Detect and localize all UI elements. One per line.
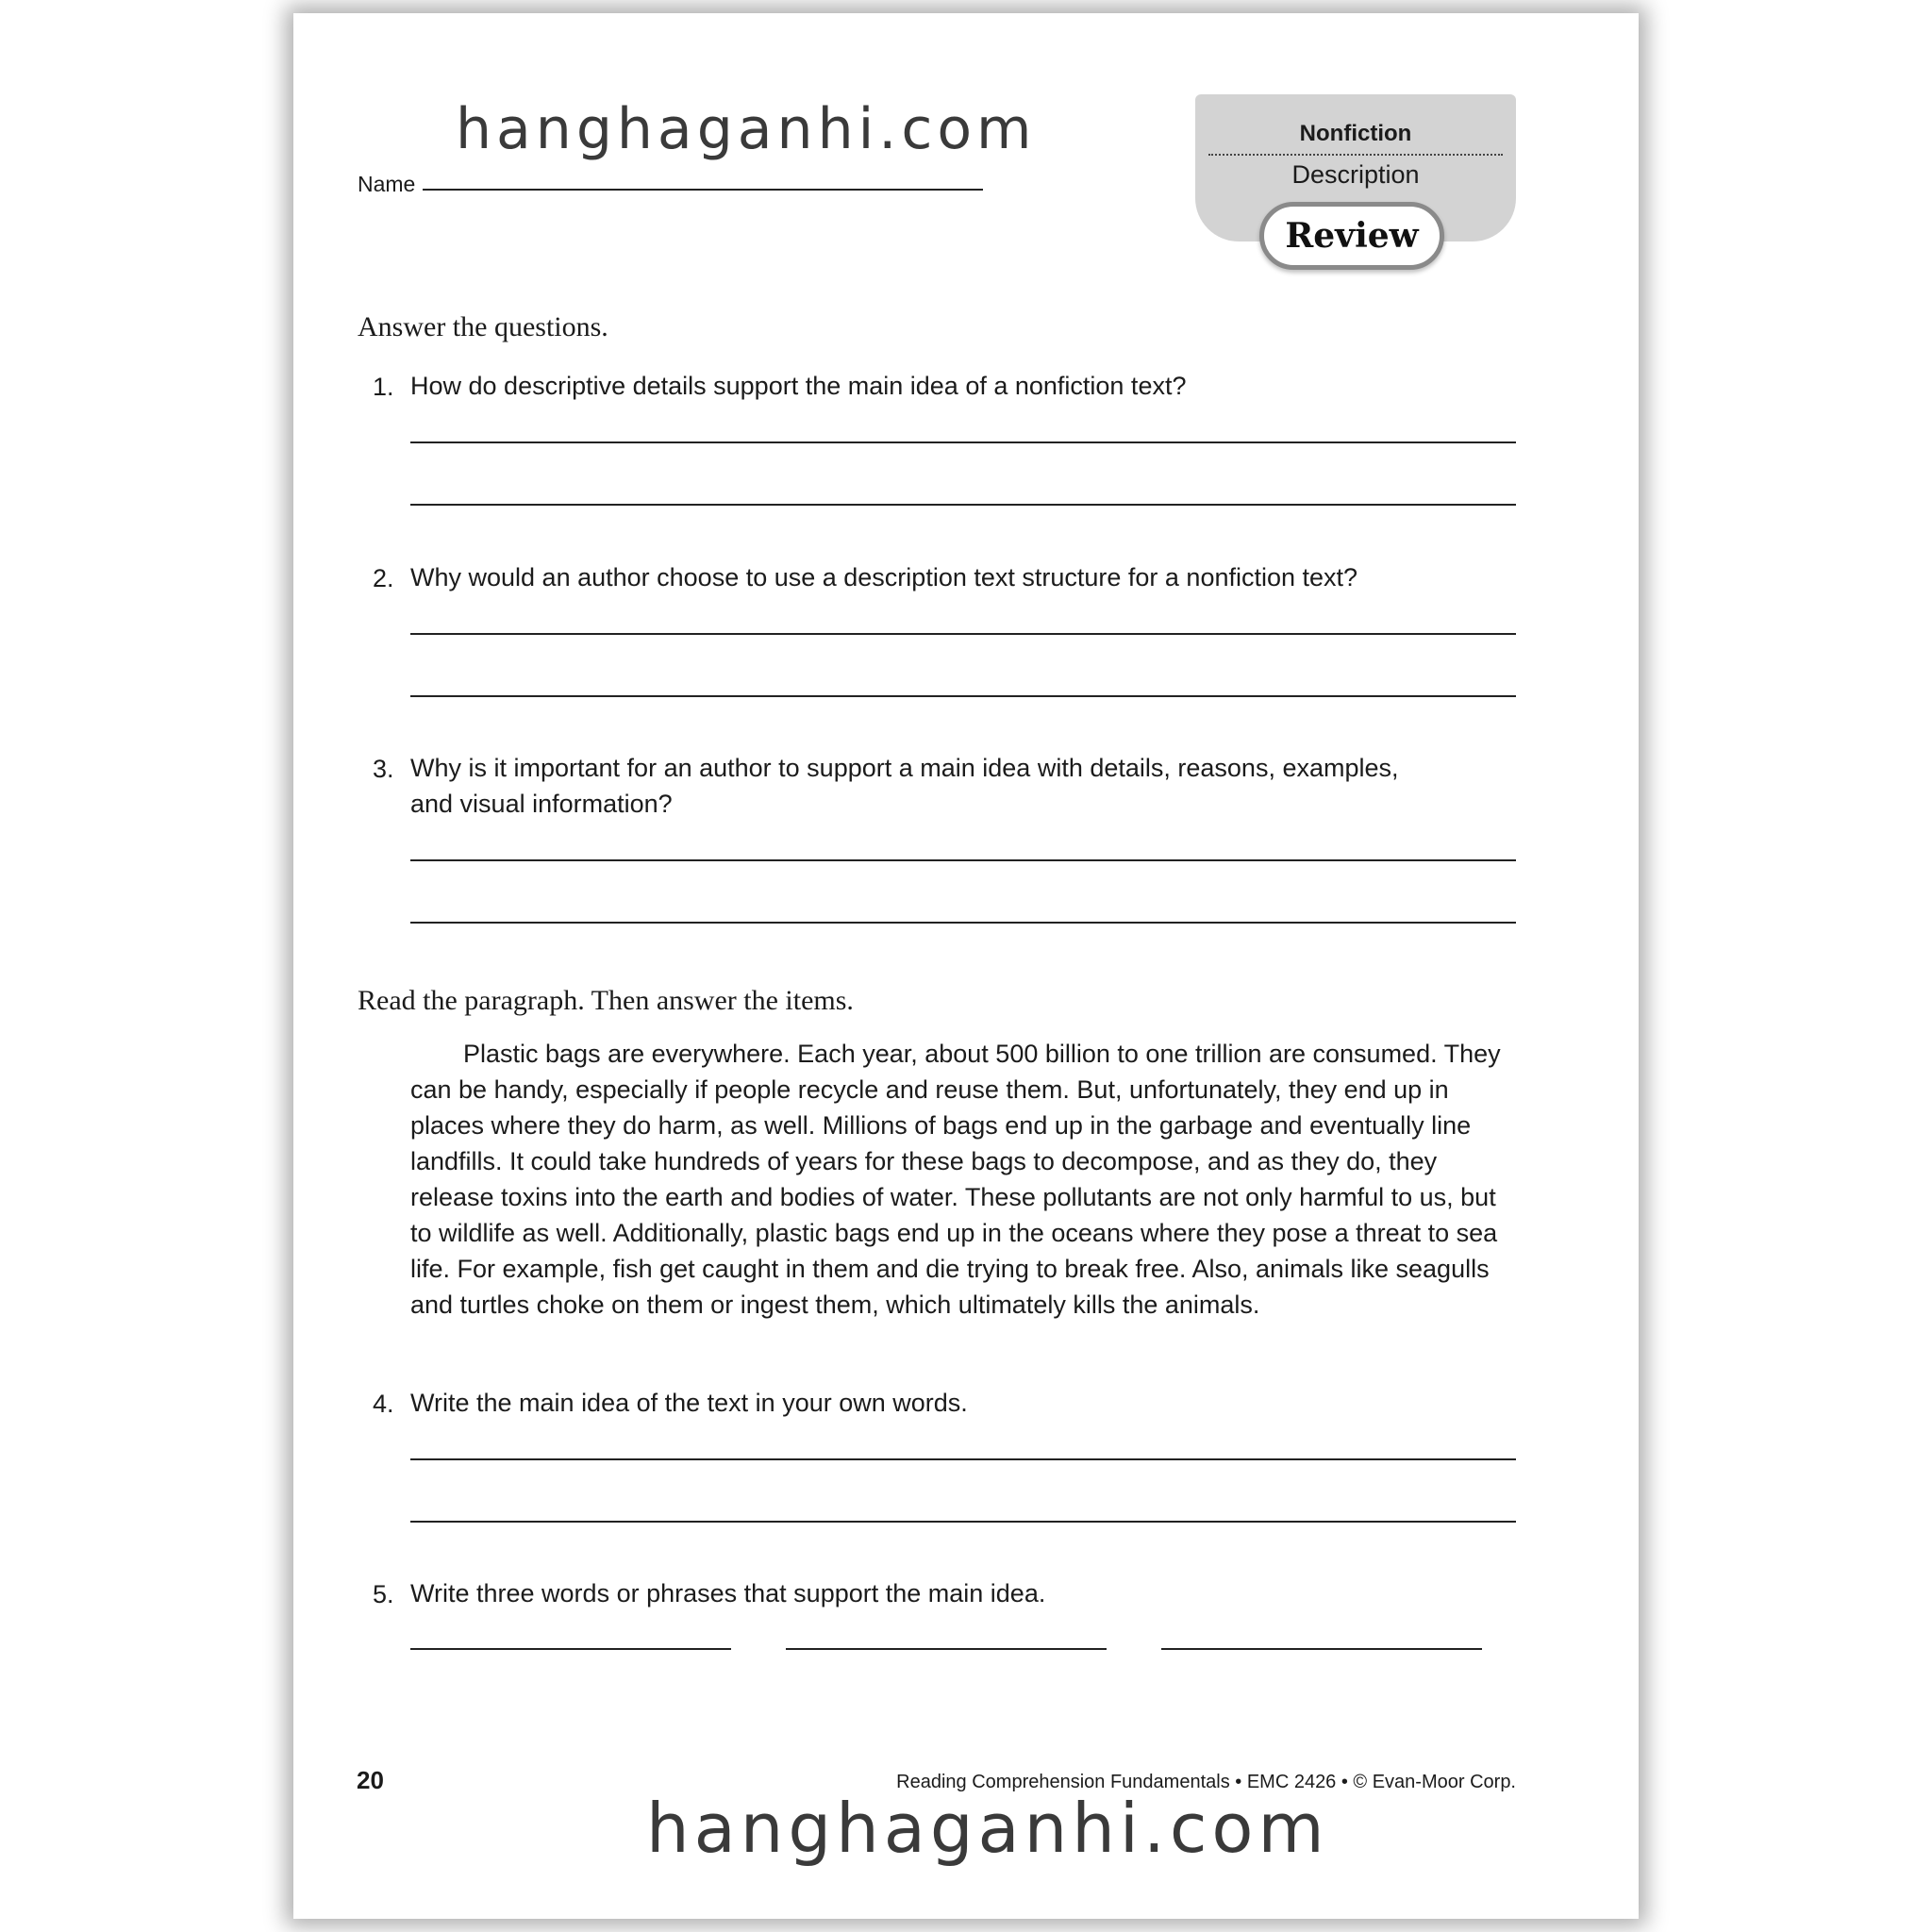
section2-instruction: Read the paragraph. Then answer the items. bbox=[358, 985, 854, 1016]
name-label: Name bbox=[358, 172, 416, 196]
question-4-answer-line-1[interactable] bbox=[410, 1458, 1516, 1460]
badge-divider bbox=[1208, 154, 1503, 156]
question-1-answer-line-1[interactable] bbox=[410, 441, 1516, 443]
question-3-answer-line-1[interactable] bbox=[410, 859, 1516, 861]
question-5-answer-line-2[interactable] bbox=[786, 1648, 1107, 1650]
question-4-number: 4. bbox=[373, 1390, 394, 1418]
question-5-answer-line-1[interactable] bbox=[410, 1648, 731, 1650]
name-write-line[interactable] bbox=[423, 189, 983, 191]
question-2-text: Why would an author choose to use a description text structure for a nonfiction text? bbox=[410, 563, 1358, 591]
question-4-answer-line-2[interactable] bbox=[410, 1521, 1516, 1523]
question-2-answer-line-1[interactable] bbox=[410, 633, 1516, 635]
question-5-answer-line-3[interactable] bbox=[1161, 1648, 1482, 1650]
watermark-bottom: hanghaganhi.com bbox=[646, 1789, 1329, 1868]
question-1-answer-line-2[interactable] bbox=[410, 504, 1516, 506]
question-2-number: 2. bbox=[373, 564, 394, 592]
footer-credit: Reading Comprehension Fundamentals • EMC 2426 • © Evan-Moor Corp. bbox=[896, 1772, 1516, 1792]
worksheet-page bbox=[293, 13, 1639, 1919]
badge-topic: Description bbox=[1291, 160, 1420, 189]
question-3-text: Why is it important for an author to support a main idea with details, reasons, examples, and visual information? bbox=[410, 754, 1399, 818]
badge-category: Nonfiction bbox=[1299, 121, 1412, 146]
reading-paragraph: Plastic bags are everywhere. Each year, about 500 billion to one trillion are consumed. They can be handy, especially if people recycle and reuse them. But, unfortunately, they end up in places where they do harm, as well. Millions of bags end up in the garbage and eventually line landfills. It could take hundreds of years for these bags to decompose, and as they do, they release toxins into the earth and bodies of water. These pollutants are not only harmful to us, but to wildlife as well. Additionally, plastic bags end up in the oceans where they pose a threat to sea life. For example, fish get caught in them and die trying to break free. Also, animals like seagulls and turtles choke on them or ingest them, which ultimately kills the animals. bbox=[410, 1040, 1501, 1319]
section1-instruction: Answer the questions. bbox=[358, 311, 608, 342]
question-3-number: 3. bbox=[373, 755, 394, 783]
question-3-answer-line-2[interactable] bbox=[410, 922, 1516, 924]
question-5-text: Write three words or phrases that support the main idea. bbox=[410, 1579, 1046, 1607]
review-label: Review bbox=[1259, 202, 1444, 270]
watermark-top: hanghaganhi.com bbox=[456, 96, 1037, 162]
question-1-number: 1. bbox=[373, 373, 394, 401]
page-number: 20 bbox=[357, 1766, 384, 1794]
question-5-number: 5. bbox=[373, 1580, 394, 1608]
question-2-answer-line-2[interactable] bbox=[410, 695, 1516, 697]
question-1-text: How do descriptive details support the main idea of a nonfiction text? bbox=[410, 372, 1187, 400]
question-4-text: Write the main idea of the text in your own words. bbox=[410, 1389, 968, 1417]
